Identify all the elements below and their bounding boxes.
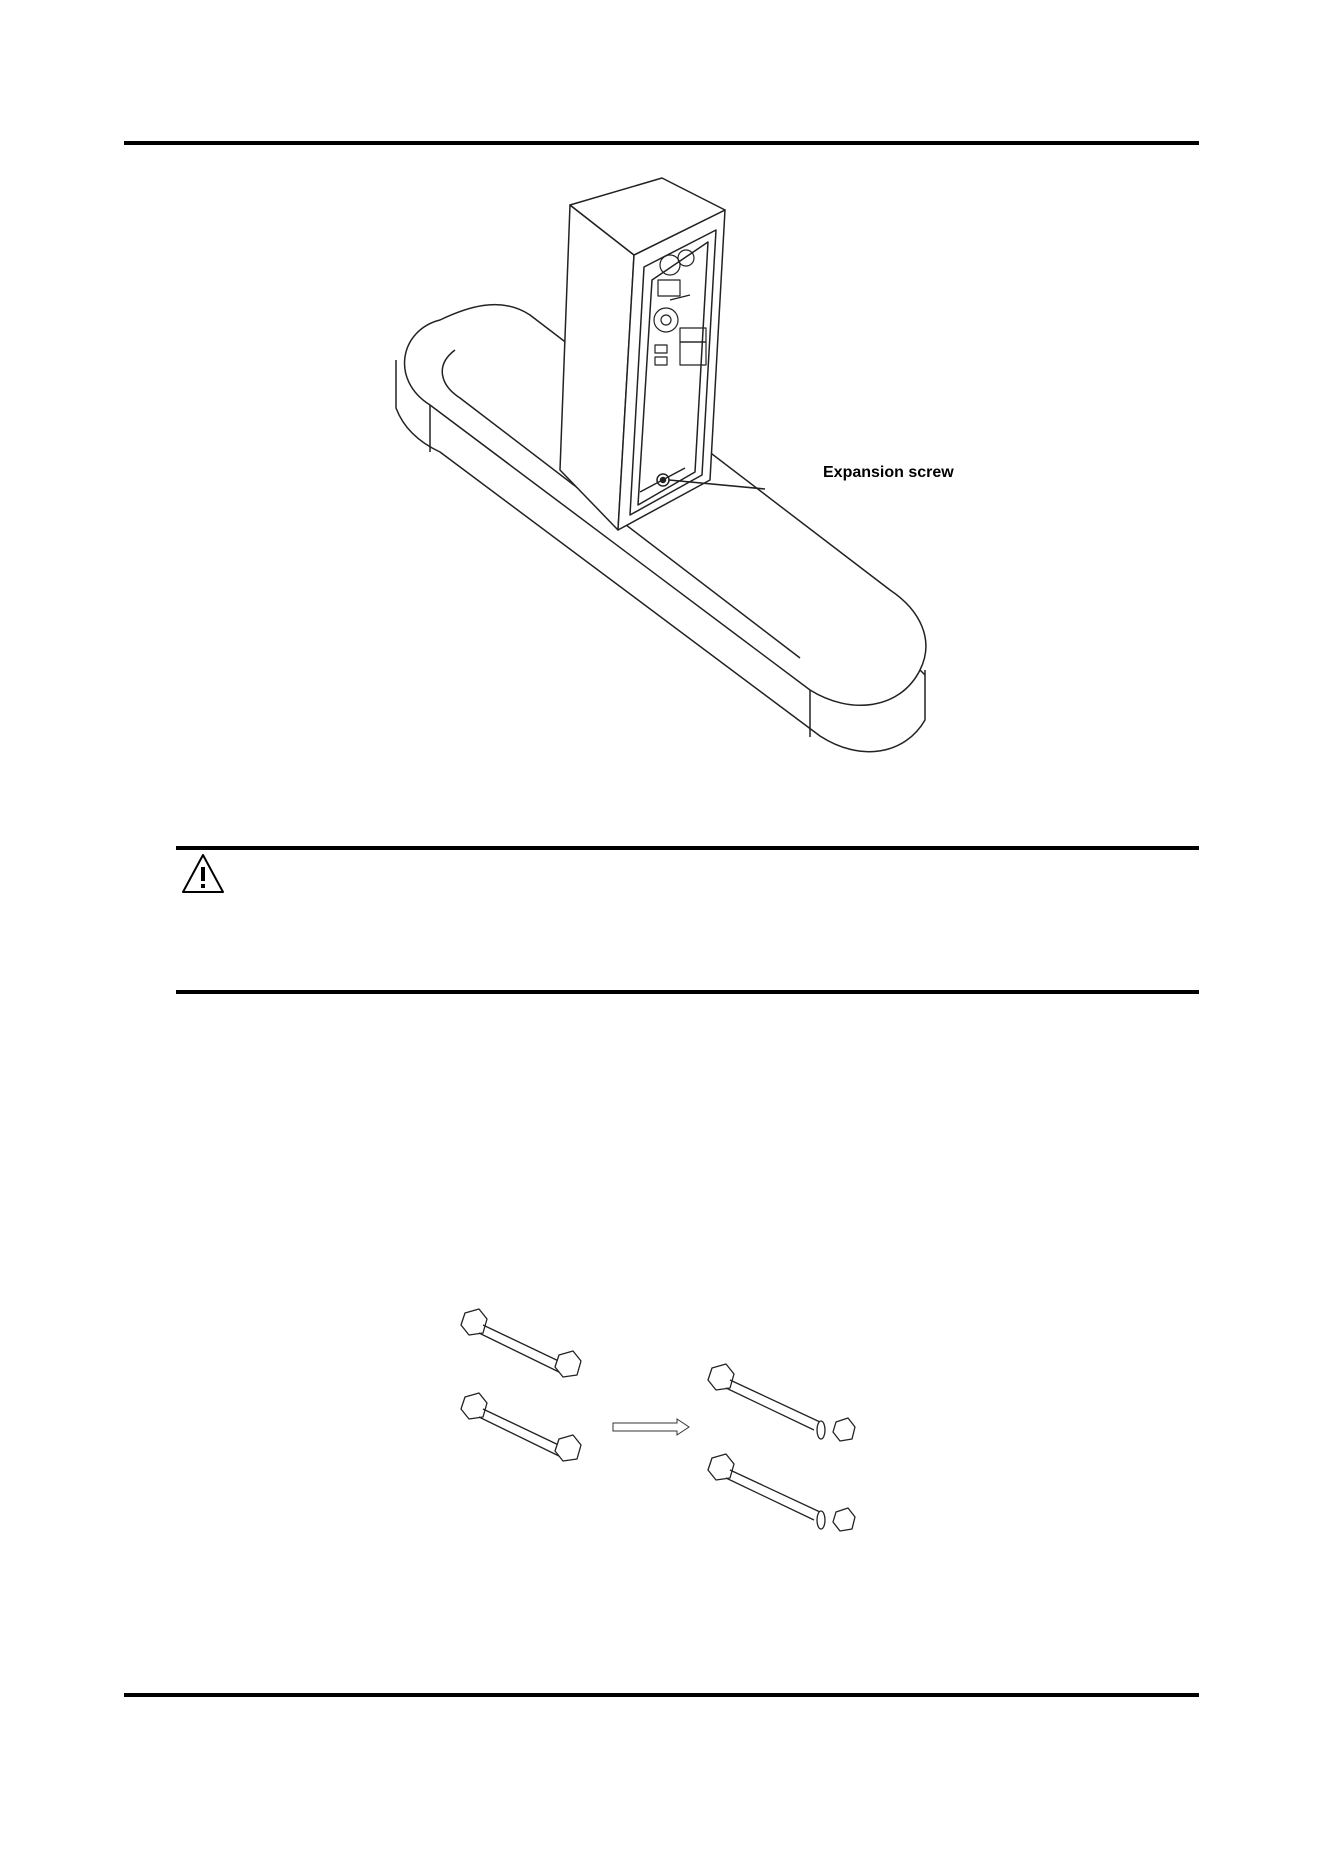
bolts-figure xyxy=(455,1305,875,1545)
notice-bottom-rule xyxy=(176,990,1199,994)
notice-top-rule xyxy=(176,846,1199,850)
header-rule xyxy=(124,141,1199,145)
warning-icon xyxy=(180,852,226,896)
bolt-assembly-illustration xyxy=(455,1305,875,1545)
pedestal-figure xyxy=(380,170,980,760)
expansion-screw-label: Expansion screw xyxy=(823,464,954,481)
arrow-right-icon xyxy=(613,1419,689,1435)
footer-rule xyxy=(124,1693,1199,1697)
